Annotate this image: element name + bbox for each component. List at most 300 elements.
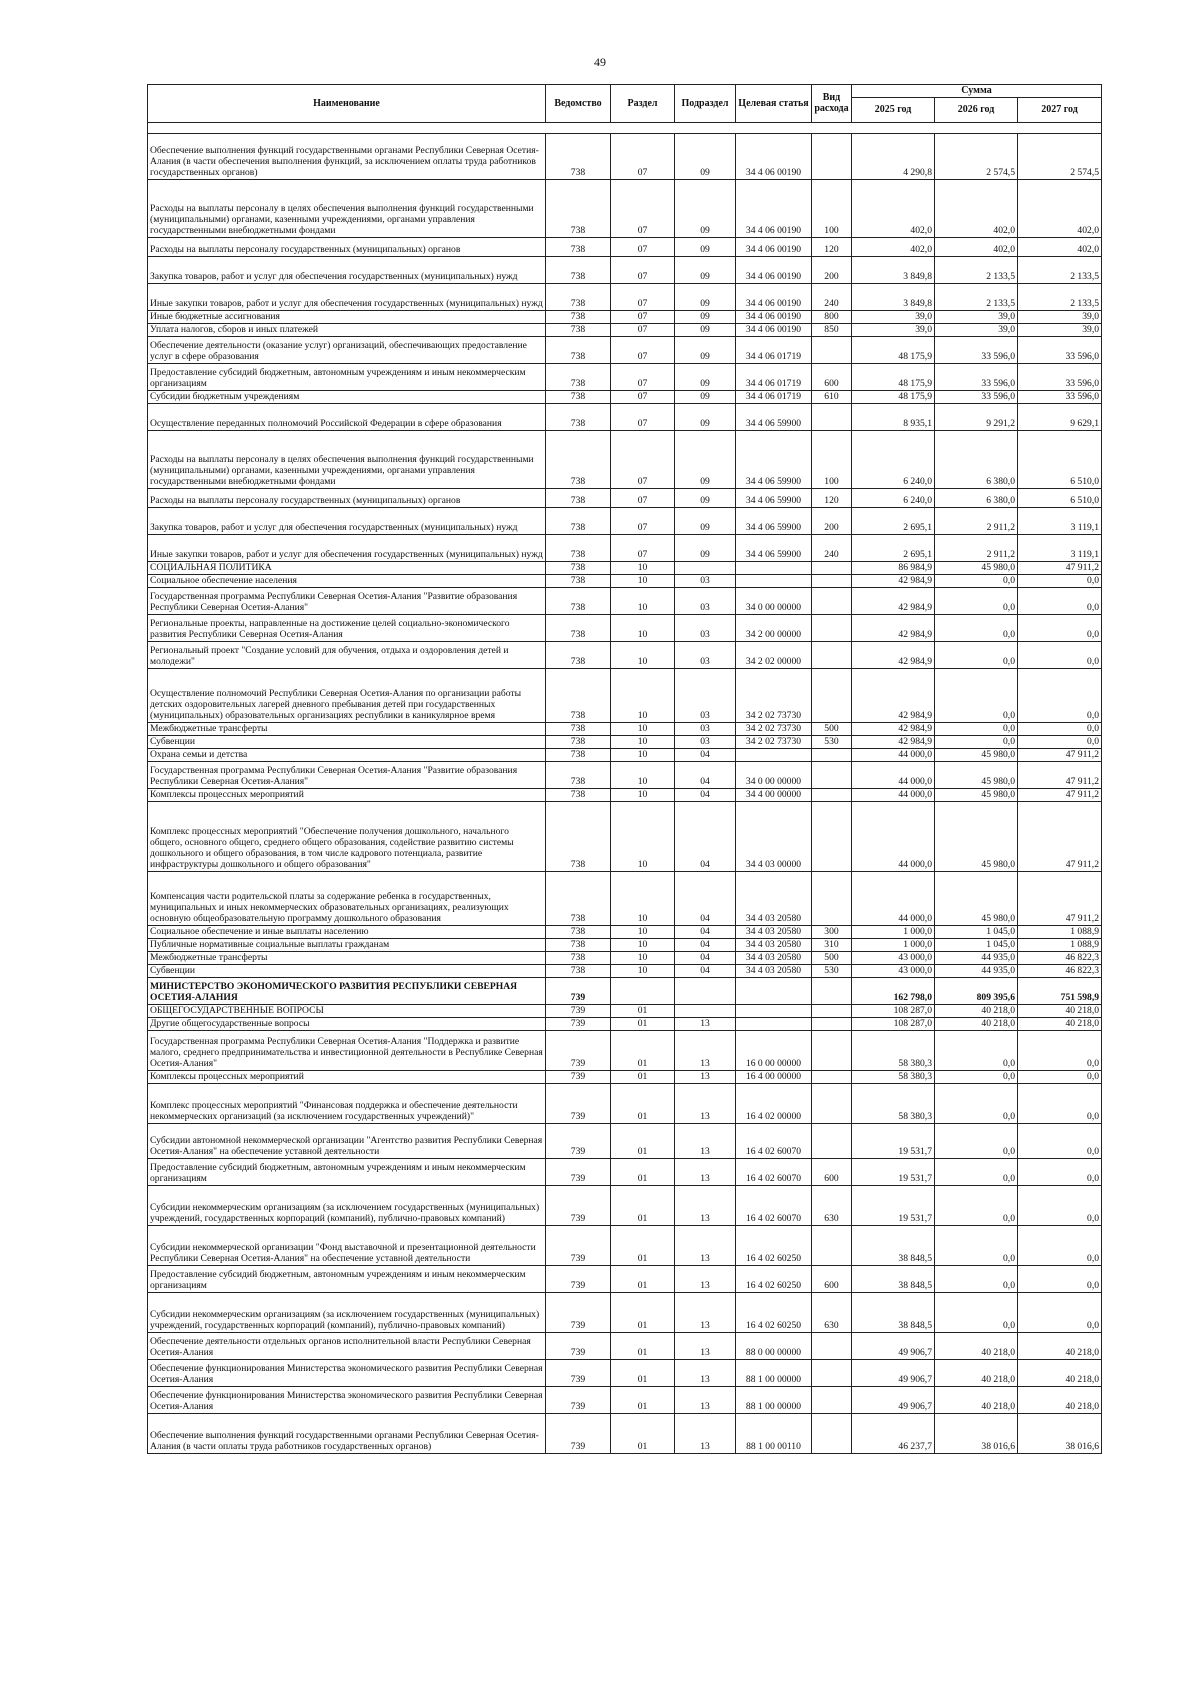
row-target: 88 1 00 00110: [736, 1413, 812, 1453]
row-sum-2026: 0,0: [935, 1265, 1018, 1292]
row-sum-2025: 8 935,1: [852, 403, 935, 430]
row-sum-2026: 44 935,0: [935, 951, 1018, 964]
row-sum-2027: 0,0: [1018, 722, 1102, 735]
row-name: Социальное обеспечение населения: [148, 574, 546, 587]
row-department: 738: [546, 488, 611, 507]
row-department: 738: [546, 587, 611, 614]
row-department: 739: [546, 1017, 611, 1030]
row-department: 738: [546, 574, 611, 587]
row-sum-2027: 46 822,3: [1018, 951, 1102, 964]
row-section: 01: [611, 1004, 675, 1017]
row-sum-2026: 0,0: [935, 1123, 1018, 1158]
row-sum-2027: 2 574,5: [1018, 133, 1102, 179]
row-sum-2026: 33 596,0: [935, 363, 1018, 390]
header-gap: [148, 122, 1102, 133]
row-sum-2027: 40 218,0: [1018, 1359, 1102, 1386]
row-department: 738: [546, 788, 611, 801]
row-section: 10: [611, 925, 675, 938]
row-name: Публичные нормативные социальные выплаты гражданам: [148, 938, 546, 951]
row-expense-type: [812, 1017, 852, 1030]
row-expense-type: 240: [812, 283, 852, 310]
row-target: 34 4 06 01719: [736, 363, 812, 390]
row-target: [736, 748, 812, 761]
row-department: 738: [546, 748, 611, 761]
row-sum-2025: 19 531,7: [852, 1185, 935, 1225]
row-department: 738: [546, 641, 611, 668]
row-department: 739: [546, 1030, 611, 1070]
row-sum-2027: 2 133,5: [1018, 256, 1102, 283]
row-name: Иные бюджетные ассигнования: [148, 310, 546, 323]
row-expense-type: 240: [812, 534, 852, 561]
row-sum-2027: 751 598,9: [1018, 977, 1102, 1004]
row-name: СОЦИАЛЬНАЯ ПОЛИТИКА: [148, 561, 546, 574]
row-sum-2027: 402,0: [1018, 237, 1102, 256]
row-department: 738: [546, 938, 611, 951]
row-sum-2026: 2 133,5: [935, 256, 1018, 283]
row-department: 739: [546, 1004, 611, 1017]
row-subsection: 13: [675, 1386, 736, 1413]
row-subsection: 13: [675, 1185, 736, 1225]
row-section: 10: [611, 938, 675, 951]
row-target: 16 4 02 60070: [736, 1185, 812, 1225]
row-sum-2025: 43 000,0: [852, 951, 935, 964]
row-expense-type: [812, 761, 852, 788]
row-sum-2026: 0,0: [935, 668, 1018, 722]
row-name: Межбюджетные трансферты: [148, 951, 546, 964]
row-expense-type: [812, 1083, 852, 1123]
row-sum-2027: 33 596,0: [1018, 336, 1102, 363]
row-name: Комплекс процессных мероприятий "Финансовая поддержка и обеспечение деятельности некоммерческих организаций (за исключением государственных учреждений)": [148, 1083, 546, 1123]
table-row: [148, 1332, 1102, 1359]
row-section: 01: [611, 1292, 675, 1332]
row-subsection: 09: [675, 534, 736, 561]
row-subsection: 03: [675, 722, 736, 735]
table-row: [148, 925, 1102, 938]
row-name: Предоставление субсидий бюджетным, автономным учреждениям и иным некоммерческим организациям: [148, 363, 546, 390]
row-name: Охрана семьи и детства: [148, 748, 546, 761]
row-target: 34 4 06 59900: [736, 430, 812, 488]
table-row: [148, 488, 1102, 507]
table-row: [148, 801, 1102, 871]
row-sum-2025: 48 175,9: [852, 390, 935, 403]
row-expense-type: 100: [812, 179, 852, 237]
row-sum-2025: 108 287,0: [852, 1004, 935, 1017]
row-expense-type: 850: [812, 323, 852, 336]
row-section: 10: [611, 951, 675, 964]
row-expense-type: 100: [812, 430, 852, 488]
row-sum-2026: 2 911,2: [935, 534, 1018, 561]
row-subsection: 09: [675, 403, 736, 430]
row-sum-2026: 6 380,0: [935, 430, 1018, 488]
row-department: 738: [546, 336, 611, 363]
table-row: [148, 237, 1102, 256]
table-body: [148, 122, 1102, 1453]
row-sum-2027: 40 218,0: [1018, 1004, 1102, 1017]
row-sum-2026: 45 980,0: [935, 788, 1018, 801]
row-sum-2025: 39,0: [852, 310, 935, 323]
row-sum-2027: 0,0: [1018, 1292, 1102, 1332]
row-section: 01: [611, 1413, 675, 1453]
row-target: 34 4 03 20580: [736, 938, 812, 951]
row-sum-2026: 9 291,2: [935, 403, 1018, 430]
row-name: Субвенции: [148, 964, 546, 977]
row-sum-2026: 0,0: [935, 587, 1018, 614]
row-section: 10: [611, 761, 675, 788]
row-subsection: 13: [675, 1083, 736, 1123]
page-number: 49: [594, 55, 606, 69]
row-target: 16 0 00 00000: [736, 1030, 812, 1070]
row-section: 01: [611, 1030, 675, 1070]
row-target: 34 4 06 01719: [736, 336, 812, 363]
header-year-2027: 2027 год: [1018, 97, 1102, 122]
row-name: Государственная программа Республики Северная Осетия-Алания "Развитие образования Республики Северная Осетия-Алания": [148, 587, 546, 614]
row-target: 34 4 06 00190: [736, 283, 812, 310]
row-name: Субсидии некоммерческим организациям (за исключением государственных (муниципальных) учреждений, государственных корпораций (компаний), публично-правовых компаний): [148, 1292, 546, 1332]
row-sum-2025: 42 984,9: [852, 668, 935, 722]
row-subsection: 04: [675, 964, 736, 977]
row-target: 34 4 03 00000: [736, 801, 812, 871]
table-row: [148, 1386, 1102, 1413]
row-subsection: 09: [675, 323, 736, 336]
row-section: 07: [611, 534, 675, 561]
row-sum-2027: 47 911,2: [1018, 761, 1102, 788]
row-sum-2027: 0,0: [1018, 1185, 1102, 1225]
row-sum-2025: 6 240,0: [852, 488, 935, 507]
row-expense-type: [812, 871, 852, 925]
row-target: 34 4 06 59900: [736, 488, 812, 507]
row-department: 738: [546, 390, 611, 403]
row-subsection: 04: [675, 801, 736, 871]
row-name: Обеспечение деятельности (оказание услуг) организаций, обеспечивающих предоставление услуг в сфере образования: [148, 336, 546, 363]
row-target: 34 0 00 00000: [736, 761, 812, 788]
table-row: [148, 641, 1102, 668]
row-subsection: 03: [675, 735, 736, 748]
row-department: 738: [546, 614, 611, 641]
row-sum-2025: 43 000,0: [852, 964, 935, 977]
row-sum-2027: 47 911,2: [1018, 561, 1102, 574]
row-name: Комплексы процессных мероприятий: [148, 1070, 546, 1083]
row-sum-2027: 38 016,6: [1018, 1413, 1102, 1453]
row-sum-2026: 40 218,0: [935, 1004, 1018, 1017]
header-year-2025: 2025 год: [852, 97, 935, 122]
row-name: Закупка товаров, работ и услуг для обеспечения государственных (муниципальных) нужд: [148, 256, 546, 283]
row-sum-2026: 33 596,0: [935, 336, 1018, 363]
row-section: 01: [611, 1083, 675, 1123]
row-target: 16 4 02 60250: [736, 1225, 812, 1265]
row-section: 10: [611, 574, 675, 587]
row-section: 01: [611, 1070, 675, 1083]
row-name: Уплата налогов, сборов и иных платежей: [148, 323, 546, 336]
row-target: [736, 1004, 812, 1017]
table-row: [148, 587, 1102, 614]
row-subsection: 09: [675, 237, 736, 256]
row-expense-type: 600: [812, 1158, 852, 1185]
row-expense-type: 530: [812, 735, 852, 748]
row-target: 16 4 02 60250: [736, 1265, 812, 1292]
row-expense-type: [812, 336, 852, 363]
row-sum-2027: 47 911,2: [1018, 801, 1102, 871]
row-target: 34 4 06 00190: [736, 133, 812, 179]
row-section: 10: [611, 748, 675, 761]
row-department: 738: [546, 735, 611, 748]
row-target: 34 4 03 20580: [736, 964, 812, 977]
table-row: [148, 1292, 1102, 1332]
row-name: Иные закупки товаров, работ и услуг для обеспечения государственных (муниципальных) нужд: [148, 534, 546, 561]
row-subsection: [675, 561, 736, 574]
row-expense-type: 500: [812, 951, 852, 964]
row-department: 738: [546, 363, 611, 390]
row-sum-2026: 0,0: [935, 1070, 1018, 1083]
header-expense-type: Вид расхода: [812, 85, 852, 123]
table-row: [148, 977, 1102, 1004]
row-sum-2025: 44 000,0: [852, 788, 935, 801]
table-row: [148, 614, 1102, 641]
row-sum-2025: 58 380,3: [852, 1070, 935, 1083]
row-sum-2027: 402,0: [1018, 179, 1102, 237]
row-sum-2025: 44 000,0: [852, 801, 935, 871]
row-expense-type: [812, 1413, 852, 1453]
row-name: Обеспечение деятельности отдельных органов исполнительной власти Республики Северная Осетия-Алания: [148, 1332, 546, 1359]
table-row: [148, 1030, 1102, 1070]
row-subsection: 09: [675, 363, 736, 390]
header-year-2026: 2026 год: [935, 97, 1018, 122]
row-expense-type: [812, 1332, 852, 1359]
row-name: Расходы на выплаты персоналу государственных (муниципальных) органов: [148, 237, 546, 256]
row-section: 07: [611, 179, 675, 237]
row-sum-2026: 38 016,6: [935, 1413, 1018, 1453]
row-sum-2027: 0,0: [1018, 1225, 1102, 1265]
row-subsection: 13: [675, 1332, 736, 1359]
row-section: 10: [611, 614, 675, 641]
row-section: 07: [611, 403, 675, 430]
row-sum-2026: 39,0: [935, 310, 1018, 323]
row-expense-type: 600: [812, 363, 852, 390]
row-target: 34 4 06 00190: [736, 237, 812, 256]
row-department: 738: [546, 668, 611, 722]
row-section: 10: [611, 871, 675, 925]
row-sum-2027: 0,0: [1018, 614, 1102, 641]
row-sum-2026: 0,0: [935, 1185, 1018, 1225]
row-sum-2026: 1 045,0: [935, 938, 1018, 951]
row-section: 07: [611, 256, 675, 283]
row-name: Компенсация части родительской платы за содержание ребенка в государственных, муниципальных и иных некоммерческих образовательных организациях, реализующих основную общеобразовательную программу дошкольного образования: [148, 871, 546, 925]
row-subsection: 13: [675, 1070, 736, 1083]
row-sum-2027: 3 119,1: [1018, 534, 1102, 561]
row-sum-2026: 2 133,5: [935, 283, 1018, 310]
row-target: 34 4 06 01719: [736, 390, 812, 403]
row-name: Социальное обеспечение и иные выплаты населению: [148, 925, 546, 938]
row-sum-2027: 3 119,1: [1018, 507, 1102, 534]
row-department: 739: [546, 1083, 611, 1123]
row-expense-type: 800: [812, 310, 852, 323]
table-row: [148, 256, 1102, 283]
row-expense-type: 630: [812, 1292, 852, 1332]
row-subsection: 13: [675, 1225, 736, 1265]
row-subsection: 09: [675, 507, 736, 534]
row-sum-2025: 49 906,7: [852, 1332, 935, 1359]
row-section: 01: [611, 1017, 675, 1030]
row-sum-2025: 42 984,9: [852, 587, 935, 614]
row-sum-2025: 19 531,7: [852, 1158, 935, 1185]
row-target: 34 4 06 00190: [736, 179, 812, 237]
row-sum-2025: 402,0: [852, 237, 935, 256]
row-expense-type: 500: [812, 722, 852, 735]
table-row: [148, 534, 1102, 561]
row-subsection: 09: [675, 488, 736, 507]
row-expense-type: [812, 1123, 852, 1158]
table-row: [148, 336, 1102, 363]
row-department: 738: [546, 430, 611, 488]
row-section: 07: [611, 310, 675, 323]
table-row: [148, 1123, 1102, 1158]
row-name: Осуществление переданных полномочий Российской Федерации в сфере образования: [148, 403, 546, 430]
row-sum-2025: 108 287,0: [852, 1017, 935, 1030]
row-expense-type: 610: [812, 390, 852, 403]
row-sum-2025: 38 848,5: [852, 1292, 935, 1332]
row-sum-2027: 47 911,2: [1018, 788, 1102, 801]
header-subsection: Подраздел: [675, 85, 736, 123]
row-section: 07: [611, 390, 675, 403]
row-name: Закупка товаров, работ и услуг для обеспечения государственных (муниципальных) нужд: [148, 507, 546, 534]
row-expense-type: 600: [812, 1265, 852, 1292]
row-sum-2027: 0,0: [1018, 1123, 1102, 1158]
table-row: [148, 788, 1102, 801]
row-section: 01: [611, 1185, 675, 1225]
row-name: Региональный проект "Создание условий для обучения, отдыха и оздоровления детей и молодежи": [148, 641, 546, 668]
row-sum-2026: 40 218,0: [935, 1332, 1018, 1359]
row-sum-2025: 44 000,0: [852, 761, 935, 788]
row-target: 34 4 03 20580: [736, 871, 812, 925]
row-department: 739: [546, 1413, 611, 1453]
row-sum-2026: 45 980,0: [935, 761, 1018, 788]
row-section: 01: [611, 1386, 675, 1413]
row-subsection: 13: [675, 1359, 736, 1386]
table-row: [148, 735, 1102, 748]
row-sum-2027: 40 218,0: [1018, 1017, 1102, 1030]
table-row: [148, 1070, 1102, 1083]
row-name: Субсидии некоммерческой организации "Фонд выставочной и презентационной деятельности Республики Северная Осетия-Алания" на обеспечение уставной деятельности: [148, 1225, 546, 1265]
row-section: 10: [611, 722, 675, 735]
row-sum-2026: 0,0: [935, 722, 1018, 735]
row-expense-type: 120: [812, 488, 852, 507]
row-sum-2026: 402,0: [935, 179, 1018, 237]
row-target: 34 4 03 20580: [736, 925, 812, 938]
row-section: 01: [611, 1158, 675, 1185]
row-subsection: 03: [675, 614, 736, 641]
row-target: 34 4 00 00000: [736, 788, 812, 801]
row-department: 738: [546, 561, 611, 574]
row-sum-2027: 6 510,0: [1018, 430, 1102, 488]
table-row: [148, 1017, 1102, 1030]
row-department: 739: [546, 1185, 611, 1225]
row-expense-type: [812, 977, 852, 1004]
row-subsection: 13: [675, 1123, 736, 1158]
row-subsection: 13: [675, 1017, 736, 1030]
row-name: Расходы на выплаты персоналу в целях обеспечения выполнения функций государственными (муниципальными) органами, казенными учреждениями, органами управления государственными внебюджетными фондами: [148, 430, 546, 488]
row-sum-2026: 44 935,0: [935, 964, 1018, 977]
table-row: [148, 964, 1102, 977]
table-row: [148, 323, 1102, 336]
row-department: 738: [546, 403, 611, 430]
row-expense-type: [812, 574, 852, 587]
row-sum-2026: 2 911,2: [935, 507, 1018, 534]
row-section: 10: [611, 668, 675, 722]
row-target: 34 4 06 00190: [736, 256, 812, 283]
row-target: 34 4 06 59900: [736, 534, 812, 561]
row-section: [611, 977, 675, 1004]
row-subsection: [675, 977, 736, 1004]
row-subsection: 09: [675, 430, 736, 488]
row-sum-2025: 19 531,7: [852, 1123, 935, 1158]
row-target: 34 2 02 73730: [736, 668, 812, 722]
table-row: [148, 403, 1102, 430]
header-target: Целевая статья: [736, 85, 812, 123]
row-sum-2026: 0,0: [935, 1225, 1018, 1265]
table-row: [148, 722, 1102, 735]
row-department: 739: [546, 1225, 611, 1265]
row-name: Субсидии автономной некоммерческой организации "Агентство развития Республики Северная Осетия-Алания" на обеспечение уставной деятельности: [148, 1123, 546, 1158]
row-sum-2025: 46 237,7: [852, 1413, 935, 1453]
row-section: 10: [611, 788, 675, 801]
row-sum-2025: 49 906,7: [852, 1359, 935, 1386]
row-sum-2027: 0,0: [1018, 641, 1102, 668]
row-section: 07: [611, 507, 675, 534]
row-department: 738: [546, 925, 611, 938]
row-target: 34 2 02 73730: [736, 735, 812, 748]
table-row: [148, 938, 1102, 951]
row-expense-type: [812, 1004, 852, 1017]
row-sum-2026: 40 218,0: [935, 1017, 1018, 1030]
row-target: 16 4 02 00000: [736, 1083, 812, 1123]
row-sum-2026: 6 380,0: [935, 488, 1018, 507]
row-name: Региональные проекты, направленные на достижение целей социально-экономического развития Республики Северная Осетия-Алания: [148, 614, 546, 641]
row-sum-2027: 0,0: [1018, 1030, 1102, 1070]
row-subsection: [675, 1004, 736, 1017]
row-sum-2027: 2 133,5: [1018, 283, 1102, 310]
row-sum-2025: 48 175,9: [852, 336, 935, 363]
row-department: 739: [546, 1332, 611, 1359]
row-subsection: 09: [675, 310, 736, 323]
row-subsection: 09: [675, 283, 736, 310]
row-name: Предоставление субсидий бюджетным, автономным учреждениям и иным некоммерческим организациям: [148, 1265, 546, 1292]
row-department: 738: [546, 310, 611, 323]
table-row: [148, 390, 1102, 403]
table-row: [148, 1004, 1102, 1017]
row-department: 738: [546, 871, 611, 925]
row-sum-2025: 42 984,9: [852, 614, 935, 641]
row-department: 739: [546, 1292, 611, 1332]
row-target: 34 4 06 59900: [736, 507, 812, 534]
row-subsection: 13: [675, 1030, 736, 1070]
row-target: 34 2 02 00000: [736, 641, 812, 668]
row-sum-2026: 45 980,0: [935, 748, 1018, 761]
row-target: 16 4 02 60070: [736, 1158, 812, 1185]
table-row: [148, 1225, 1102, 1265]
row-subsection: 03: [675, 574, 736, 587]
row-name: Субсидии некоммерческим организациям (за исключением государственных (муниципальных) учреждений, государственных корпораций (компаний), публично-правовых компаний): [148, 1185, 546, 1225]
row-section: 07: [611, 336, 675, 363]
row-expense-type: 200: [812, 256, 852, 283]
row-name: Иные закупки товаров, работ и услуг для обеспечения государственных (муниципальных) нужд: [148, 283, 546, 310]
table-row: [148, 1185, 1102, 1225]
table-row: [148, 133, 1102, 179]
row-sum-2025: 1 000,0: [852, 925, 935, 938]
row-sum-2027: 39,0: [1018, 310, 1102, 323]
row-department: 739: [546, 1158, 611, 1185]
row-department: 739: [546, 1359, 611, 1386]
row-sum-2027: 0,0: [1018, 735, 1102, 748]
row-sum-2025: 86 984,9: [852, 561, 935, 574]
